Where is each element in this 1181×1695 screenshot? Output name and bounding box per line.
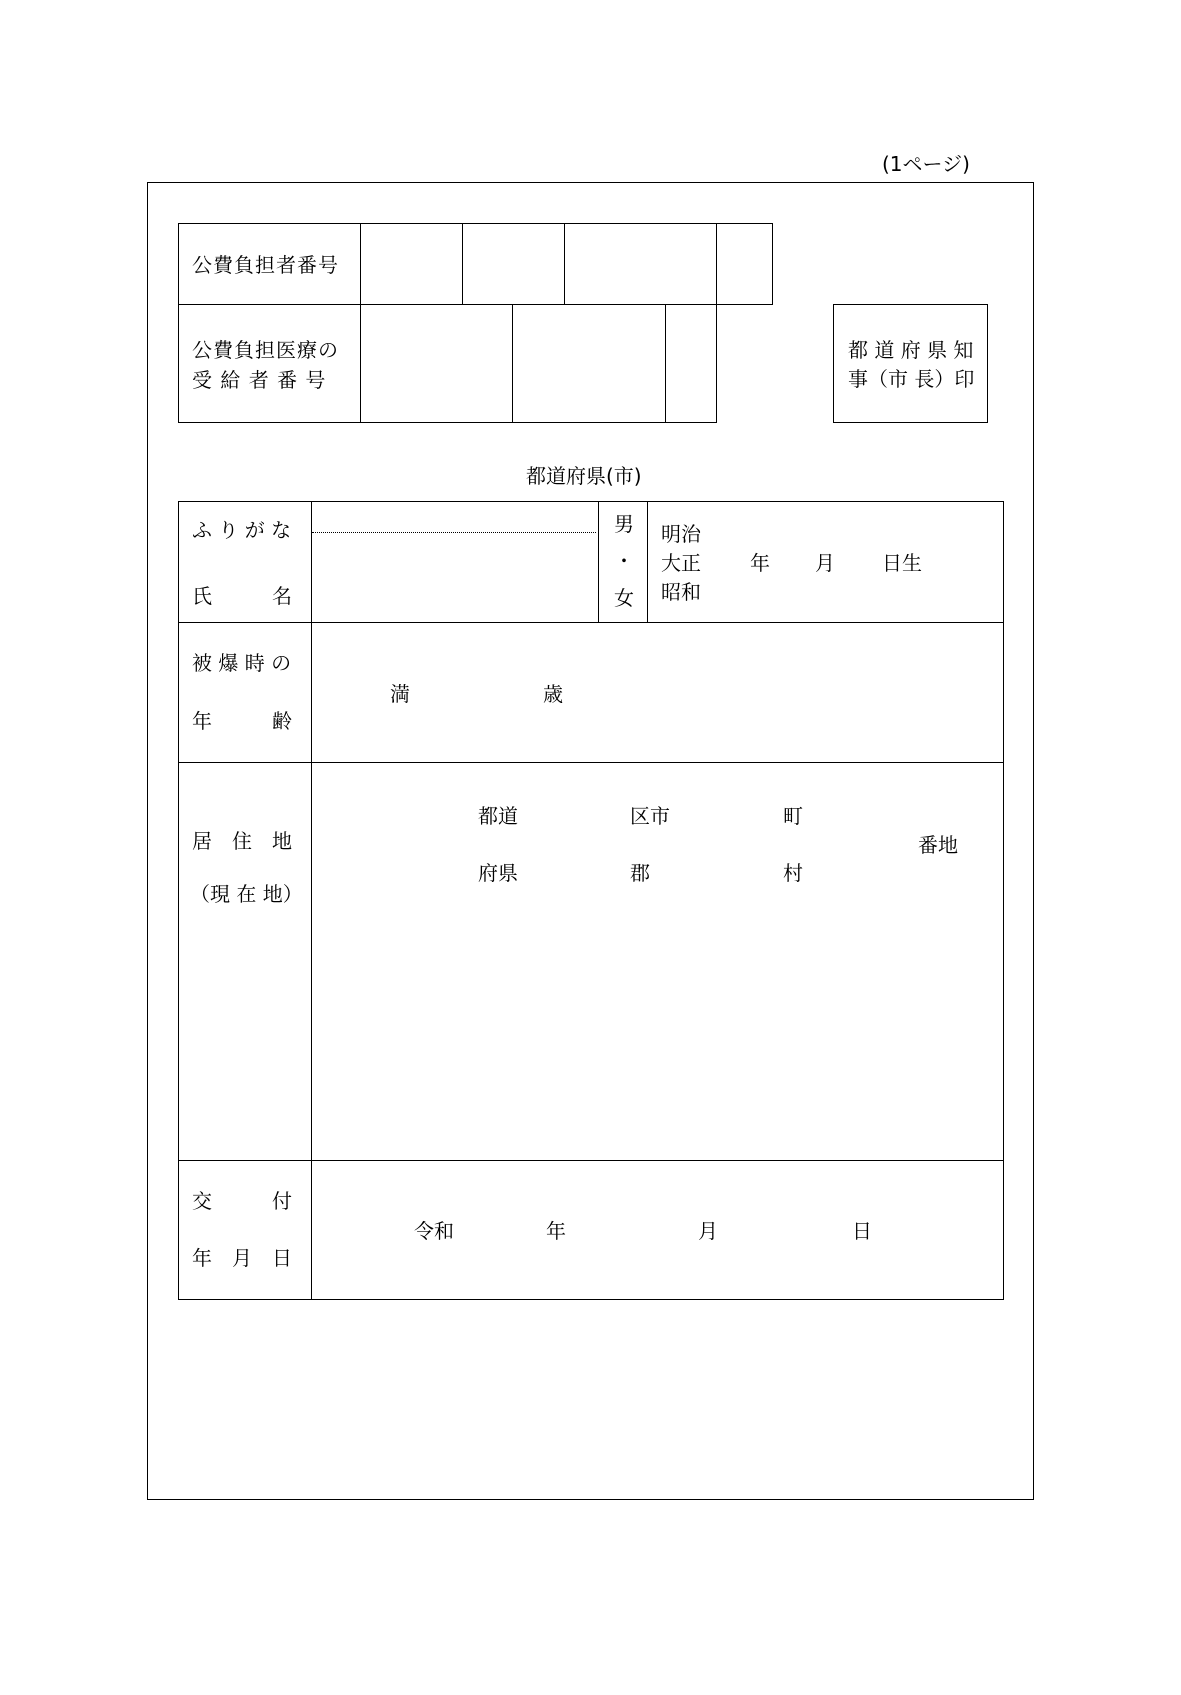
recipient-number-label-line2: 受 給 者 番 号 [192,368,327,392]
sex-column-right [647,501,648,622]
address-city-top: 区市 [630,804,670,828]
address-banchi: 番地 [918,833,958,857]
issue-era-reiwa: 令和 [414,1219,454,1243]
birth-month-unit: 月 [815,551,835,575]
payer-divider-5 [772,223,773,305]
name-field[interactable] [312,533,598,622]
birth-day-unit: 日生 [882,551,922,575]
age-field[interactable] [420,663,535,723]
age-label-line2: 年 齢 [192,709,292,733]
address-prefecture-bottom: 府県 [478,861,518,885]
address-label-line1: 居 住 地 [192,829,292,853]
payer-digit-cell[interactable] [361,224,462,304]
sex-male[interactable]: 男 [614,512,634,536]
seal-label-line2: 事（市 長）印 [848,367,975,391]
recipient-number-label-line1: 公費負担医療の [192,338,339,362]
page-number: (1ページ) [882,152,970,176]
birth-era-showa[interactable]: 昭和 [661,580,701,604]
address-prefecture-top: 都道 [478,804,518,828]
issue-label-line2: 年 月 日 [192,1246,292,1270]
birth-year-unit: 年 [750,551,770,575]
address-field[interactable] [312,763,1003,1160]
address-label-line2: （現 在 地） [190,882,303,906]
age-full-label: 満 [390,682,410,706]
issuer-label: 都道府県(市) [526,464,642,488]
name-label: 氏 名 [192,584,292,608]
address-district-bottom: 郡 [630,861,650,885]
sex-separator-dot: ・ [614,549,634,573]
issue-day-unit: 日 [852,1219,872,1243]
recipient-digit-cell[interactable] [666,305,716,422]
issue-date-field[interactable] [312,1161,1003,1299]
furigana-field[interactable] [312,502,598,532]
sex-column-left [598,501,599,622]
payer-digit-cell[interactable] [717,224,772,304]
issue-label-line1: 交 付 [192,1189,292,1213]
address-village-bottom: 村 [783,861,803,885]
recipient-digit-cell[interactable] [361,305,512,422]
recipient-digit-cell[interactable] [513,305,665,422]
age-unit-label: 歳 [543,682,563,706]
birth-era-taisho[interactable]: 大正 [661,551,701,575]
address-town-top: 町 [783,804,803,828]
payer-digit-cell[interactable] [463,224,564,304]
birth-era-meiji[interactable]: 明治 [661,522,701,546]
age-label-line1: 被 爆 時 の [192,651,292,675]
seal-box [833,304,988,423]
issue-year-unit: 年 [546,1219,566,1243]
payer-digit-cell[interactable] [565,224,716,304]
row-divider-1 [178,622,1004,623]
issue-month-unit: 月 [698,1219,718,1243]
seal-label-line1: 都 道 府 県 知 [848,338,974,362]
payer-number-label: 公費負担者番号 [192,253,339,277]
furigana-label: ふ り が な [192,518,292,542]
sex-female[interactable]: 女 [614,586,634,610]
